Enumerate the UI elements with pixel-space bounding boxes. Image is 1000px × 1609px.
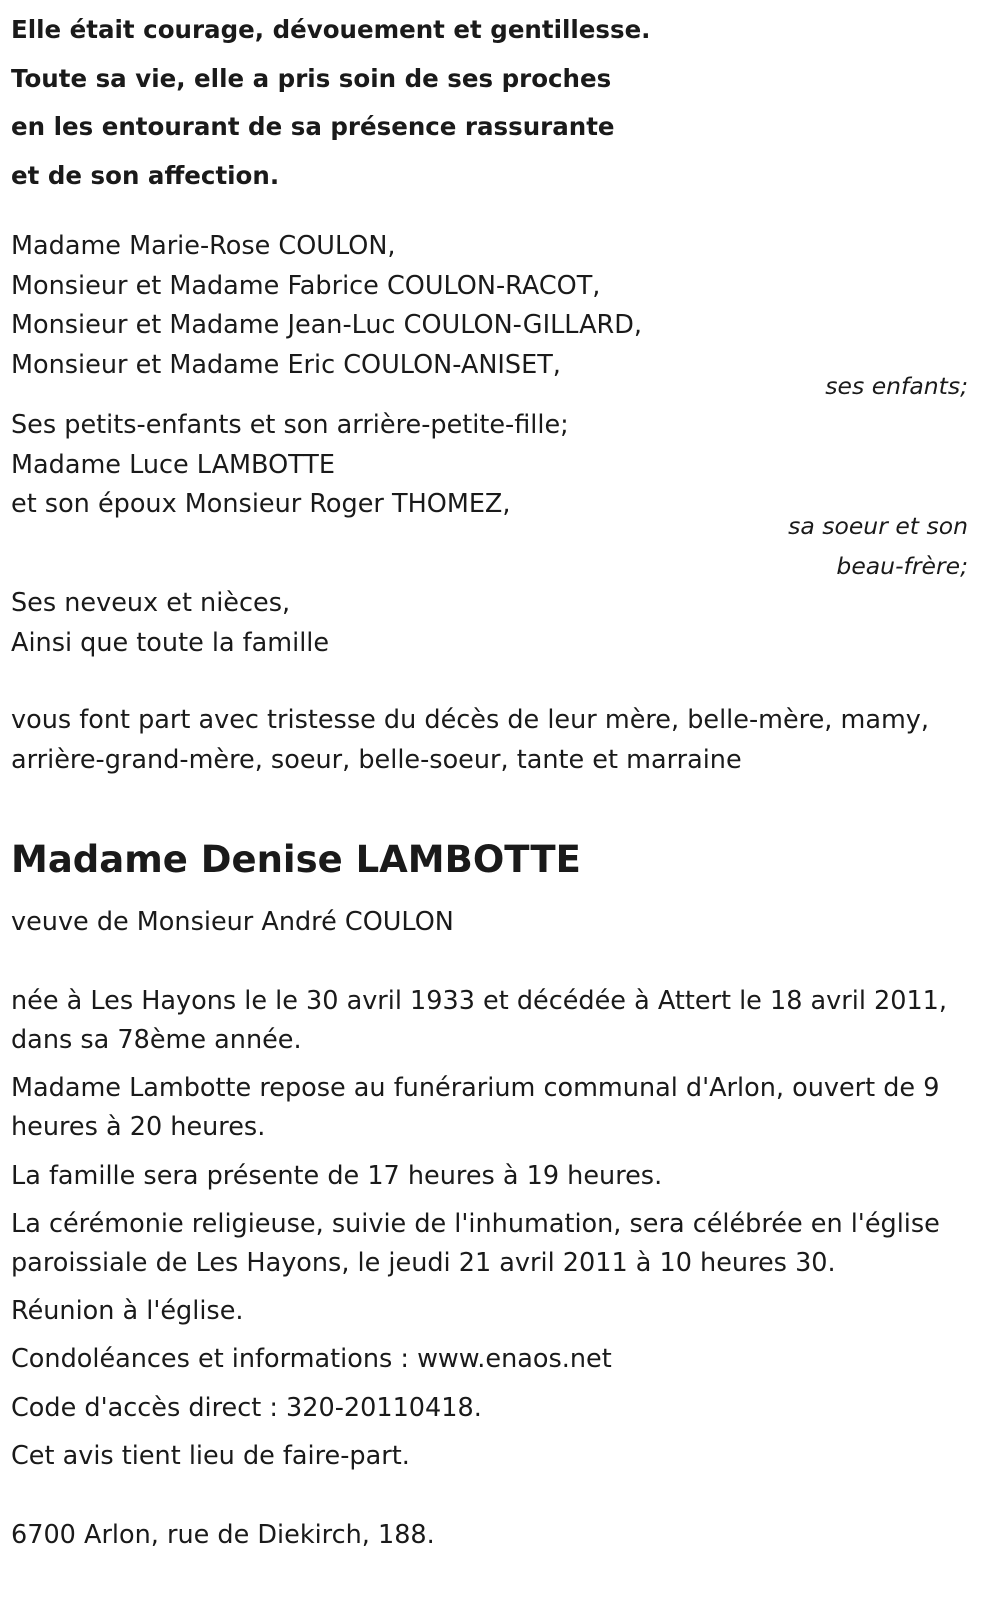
deceased-name: Madame Denise LAMBOTTE	[11, 838, 581, 881]
child-entry: Monsieur et Madame Fabrice COULON-RACOT,	[11, 270, 601, 301]
sibling-relation-line: beau-frère;	[836, 551, 968, 580]
notice-info: Cet avis tient lieu de faire-part.	[11, 1441, 410, 1471]
ceremony-info: La cérémonie religieuse, suivie de l'inhumation, sera célébrée en l'église paroissiale de Les Hayons, le jeudi 21 avril 2011 à 10 heures 30.	[11, 1209, 940, 1278]
funerarium-info: Madame Lambotte repose au funérarium communal d'Arlon, ouvert de 9 heures à 20 heures.	[11, 1073, 940, 1142]
sibling-relation-line: sa soeur et son	[788, 512, 968, 540]
children-list	[11, 227, 971, 385]
family-presence-info: La famille sera présente de 17 heures à 19 heures.	[11, 1161, 663, 1191]
birth-death-info: née à Les Hayons le le 30 avril 1933 et décédée à Attert le 18 avril 2011, dans sa 78ème année.	[11, 986, 948, 1055]
sibling-relation	[788, 507, 968, 586]
widow-of	[11, 903, 971, 943]
widow-of-text: veuve de Monsieur André COULON	[11, 907, 454, 937]
quote-line: en les entourant de sa présence rassurante	[11, 112, 615, 141]
address: 6700 Arlon, rue de Diekirch, 188.	[11, 1520, 435, 1550]
child-entry: Monsieur et Madame Eric COULON-ANISET,	[11, 349, 561, 380]
children-relation: ses enfants;	[825, 372, 968, 400]
relatives-entry: Ses neveux et nièces,	[11, 588, 291, 618]
condolences-info: Condoléances et informations : www.enaos.net	[11, 1344, 612, 1374]
quote-line: Elle était courage, dévouement et gentillesse.	[11, 15, 651, 44]
child-entry: Madame Marie-Rose COULON,	[11, 231, 396, 261]
quote-line: Toute sa vie, elle a pris soin de ses proches	[11, 63, 612, 93]
relatives-list	[11, 584, 971, 663]
meeting-info: Réunion à l'église.	[11, 1296, 244, 1326]
memorial-quote	[11, 6, 911, 200]
access-code-info: Code d'accès direct : 320-20110418.	[11, 1393, 482, 1423]
announcement	[11, 701, 971, 780]
family-entry: et son époux Monsieur Roger THOMEZ,	[11, 489, 511, 519]
child-entry: Monsieur et Madame Jean-Luc COULON-GILLARD,	[11, 310, 642, 340]
announcement-line: vous font part avec tristesse du décès de leur mère, belle-mère, mamy,	[11, 705, 929, 735]
announcement-line: arrière-grand-mère, soeur, belle-soeur, tante et marraine	[11, 744, 742, 775]
family-entry: Madame Luce LAMBOTTE	[11, 449, 335, 480]
relatives-entry: Ainsi que toute la famille	[11, 627, 330, 658]
quote-line: et de son affection.	[11, 160, 280, 190]
family-entry: Ses petits-enfants et son arrière-petite-fille;	[11, 410, 569, 440]
